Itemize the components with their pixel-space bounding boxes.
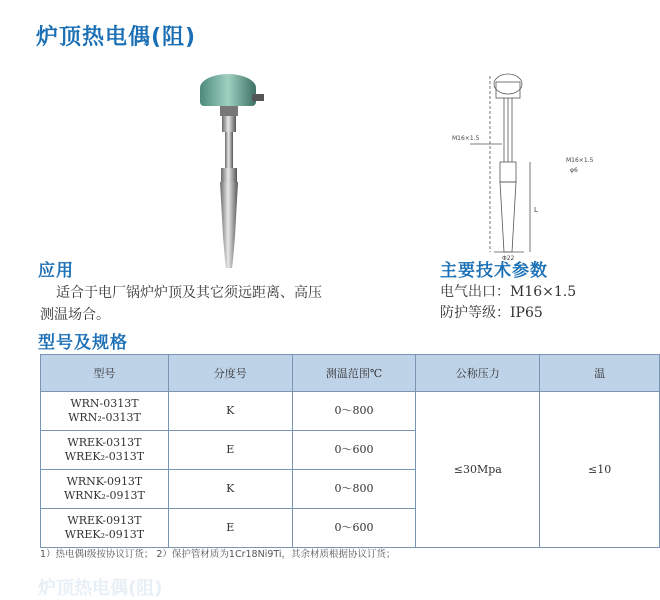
range-cell: 0～800 [292, 392, 416, 431]
specs-block [440, 282, 576, 324]
thread-label-left: M16×1.5 [452, 135, 480, 142]
length-label: L [534, 206, 538, 214]
bottom-dim-label: Φ22 [502, 255, 515, 262]
col-pressure: 公称压力 [416, 355, 540, 392]
grade-cell: E [168, 431, 292, 470]
grade-cell: K [168, 392, 292, 431]
application-text [40, 282, 322, 326]
models-table [40, 354, 660, 548]
application-line-1: 适合于电厂锅炉炉顶及其它须远距离、高压 [56, 285, 322, 301]
specs-heading: 主要技术参数 [440, 261, 548, 281]
models-heading: 型号及规格 [38, 333, 128, 353]
model-cell: WRN-0313T WRN₂-0313T [41, 392, 169, 431]
range-cell: 0～800 [292, 470, 416, 509]
thermocouple-photo [190, 68, 280, 278]
spec-outlet: 电气出口：M16×1.5 [440, 284, 577, 300]
col-range: 测温范围℃ [292, 355, 416, 392]
bottom-ghost-title: 炉顶热电偶(阻) [38, 578, 163, 599]
footnote: 1）热电偶Ⅰ级按协议订货； 2）保护管材质为1Cr18Ni9Ti，其余材质根据协议订货； [40, 549, 396, 560]
col-5: 温 [540, 355, 660, 392]
application-heading: 应用 [38, 261, 74, 281]
table-header-row [41, 355, 660, 392]
pressure-cell: ≤30Mpa [416, 392, 540, 548]
col-grade: 分度号 [168, 355, 292, 392]
col-model: 型号 [41, 355, 169, 392]
grade-cell: K [168, 470, 292, 509]
page-title: 炉顶热电偶(阻) [36, 25, 197, 50]
table-row [41, 392, 660, 431]
diameter-label: φ6 [570, 167, 578, 174]
model-cell: WREK-0313T WREK₂-0313T [41, 431, 169, 470]
grade-cell: E [168, 509, 292, 548]
range-cell: 0～600 [292, 509, 416, 548]
range-cell: 0～600 [292, 431, 416, 470]
spec-protection: 防护等级：IP65 [440, 305, 543, 321]
dimension-drawing [450, 62, 600, 262]
model-cell: WREK-0913T WREK₂-0913T [41, 509, 169, 548]
application-line-2: 测温场合。 [40, 307, 110, 323]
thread-label-right: M16×1.5 [566, 157, 594, 164]
col5-cell: ≤10 [540, 392, 660, 548]
model-cell: WRNK-0913T WRNK₂-0913T [41, 470, 169, 509]
